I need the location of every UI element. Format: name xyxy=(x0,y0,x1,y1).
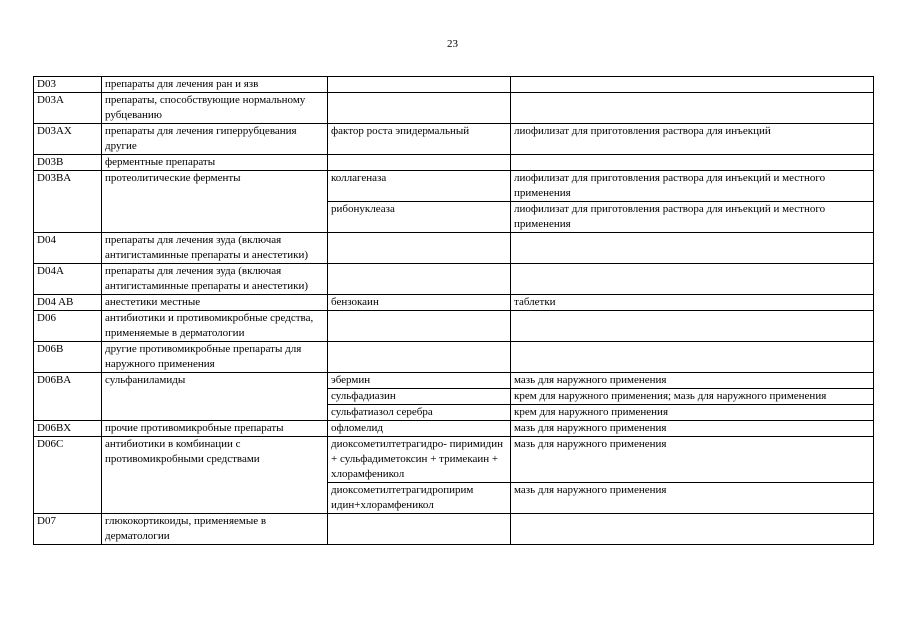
anatomical-therapeutic-group-cell: антибиотики в комбинации с противомикробными средствами xyxy=(102,437,328,514)
drug-name-cell xyxy=(328,155,511,171)
atc-code-cell: D06B xyxy=(34,342,102,373)
page-number: 23 xyxy=(447,38,458,50)
dosage-form-cell: мазь для наружного применения xyxy=(511,437,874,483)
anatomical-therapeutic-group-cell: препараты для лечения ран и язв xyxy=(102,77,328,93)
table-row xyxy=(34,171,874,202)
dosage-form-cell: лиофилизат для приготовления раствора для инъекций xyxy=(511,124,874,155)
drug-name-cell: сульфадиазин xyxy=(328,389,511,405)
atc-code-cell: D06BX xyxy=(34,421,102,437)
table-row xyxy=(34,155,874,171)
atc-code-cell: D04 AB xyxy=(34,295,102,311)
drug-name-cell: рибонуклеаза xyxy=(328,202,511,233)
dosage-form-cell xyxy=(511,93,874,124)
drug-name-cell: бензокаин xyxy=(328,295,511,311)
table-row xyxy=(34,77,874,93)
drug-name-cell xyxy=(328,233,511,264)
drug-name-cell: офломелид xyxy=(328,421,511,437)
anatomical-therapeutic-group-cell: антибиотики и противомикробные средства, применяемые в дерматологии xyxy=(102,311,328,342)
dosage-form-cell xyxy=(511,264,874,295)
drug-name-cell xyxy=(328,514,511,545)
dosage-form-cell xyxy=(511,342,874,373)
drug-name-cell xyxy=(328,77,511,93)
anatomical-therapeutic-group-cell: препараты, способствующие нормальному рубцеванию xyxy=(102,93,328,124)
drug-name-cell: фактор роста эпидермальный xyxy=(328,124,511,155)
drug-name-cell: диоксометилтетрагидропирим идин+хлорамфеникол xyxy=(328,483,511,514)
table-row xyxy=(34,295,874,311)
drug-name-cell xyxy=(328,342,511,373)
dosage-form-cell: мазь для наружного применения xyxy=(511,483,874,514)
drug-name-cell xyxy=(328,311,511,342)
drug-name-cell: сульфатиазол серебра xyxy=(328,405,511,421)
atc-code-cell: D06BA xyxy=(34,373,102,421)
anatomical-therapeutic-group-cell: препараты для лечения зуда (включая антигистаминные препараты и анестетики) xyxy=(102,233,328,264)
dosage-form-cell: мазь для наружного применения xyxy=(511,421,874,437)
dosage-form-cell: таблетки xyxy=(511,295,874,311)
dosage-form-cell: мазь для наружного применения xyxy=(511,373,874,389)
dosage-form-cell xyxy=(511,514,874,545)
atc-table-body xyxy=(34,77,874,545)
anatomical-therapeutic-group-cell: другие противомикробные препараты для наружного применения xyxy=(102,342,328,373)
table-row xyxy=(34,437,874,483)
anatomical-therapeutic-group-cell: протеолитические ферменты xyxy=(102,171,328,233)
table-row xyxy=(34,93,874,124)
atc-code-cell: D03B xyxy=(34,155,102,171)
atc-code-cell: D03AX xyxy=(34,124,102,155)
atc-drug-table xyxy=(33,76,874,545)
atc-code-cell: D03BA xyxy=(34,171,102,233)
dosage-form-cell xyxy=(511,77,874,93)
anatomical-therapeutic-group-cell: ферментные препараты xyxy=(102,155,328,171)
table-row xyxy=(34,514,874,545)
drug-name-cell: коллагеназа xyxy=(328,171,511,202)
dosage-form-cell xyxy=(511,311,874,342)
dosage-form-cell: крем для наружного применения; мазь для наружного применения xyxy=(511,389,874,405)
atc-code-cell: D06 xyxy=(34,311,102,342)
atc-code-cell: D06C xyxy=(34,437,102,514)
anatomical-therapeutic-group-cell: препараты для лечения зуда (включая антигистаминные препараты и анестетики) xyxy=(102,264,328,295)
drug-name-cell xyxy=(328,264,511,295)
dosage-form-cell: лиофилизат для приготовления раствора для инъекций и местного применения xyxy=(511,202,874,233)
atc-code-cell: D03A xyxy=(34,93,102,124)
dosage-form-cell: крем для наружного применения xyxy=(511,405,874,421)
atc-code-cell: D04A xyxy=(34,264,102,295)
dosage-form-cell xyxy=(511,233,874,264)
dosage-form-cell xyxy=(511,155,874,171)
anatomical-therapeutic-group-cell: прочие противомикробные препараты xyxy=(102,421,328,437)
table-row xyxy=(34,421,874,437)
anatomical-therapeutic-group-cell: препараты для лечения гиперрубцевания другие xyxy=(102,124,328,155)
anatomical-therapeutic-group-cell: глюкокортикоиды, применяемые в дерматологии xyxy=(102,514,328,545)
atc-code-cell: D03 xyxy=(34,77,102,93)
table-row xyxy=(34,233,874,264)
drug-name-cell: диоксометилтетрагидро- пиримидин + сульфадиметоксин + тримекаин + хлорамфеникол xyxy=(328,437,511,483)
atc-code-cell: D04 xyxy=(34,233,102,264)
drug-name-cell xyxy=(328,93,511,124)
atc-code-cell: D07 xyxy=(34,514,102,545)
drug-name-cell: эбермин xyxy=(328,373,511,389)
anatomical-therapeutic-group-cell: анестетики местные xyxy=(102,295,328,311)
table-row xyxy=(34,264,874,295)
table-row xyxy=(34,373,874,389)
table-row xyxy=(34,124,874,155)
dosage-form-cell: лиофилизат для приготовления раствора для инъекций и местного применения xyxy=(511,171,874,202)
table-row xyxy=(34,342,874,373)
anatomical-therapeutic-group-cell: сульфаниламиды xyxy=(102,373,328,421)
table-row xyxy=(34,311,874,342)
